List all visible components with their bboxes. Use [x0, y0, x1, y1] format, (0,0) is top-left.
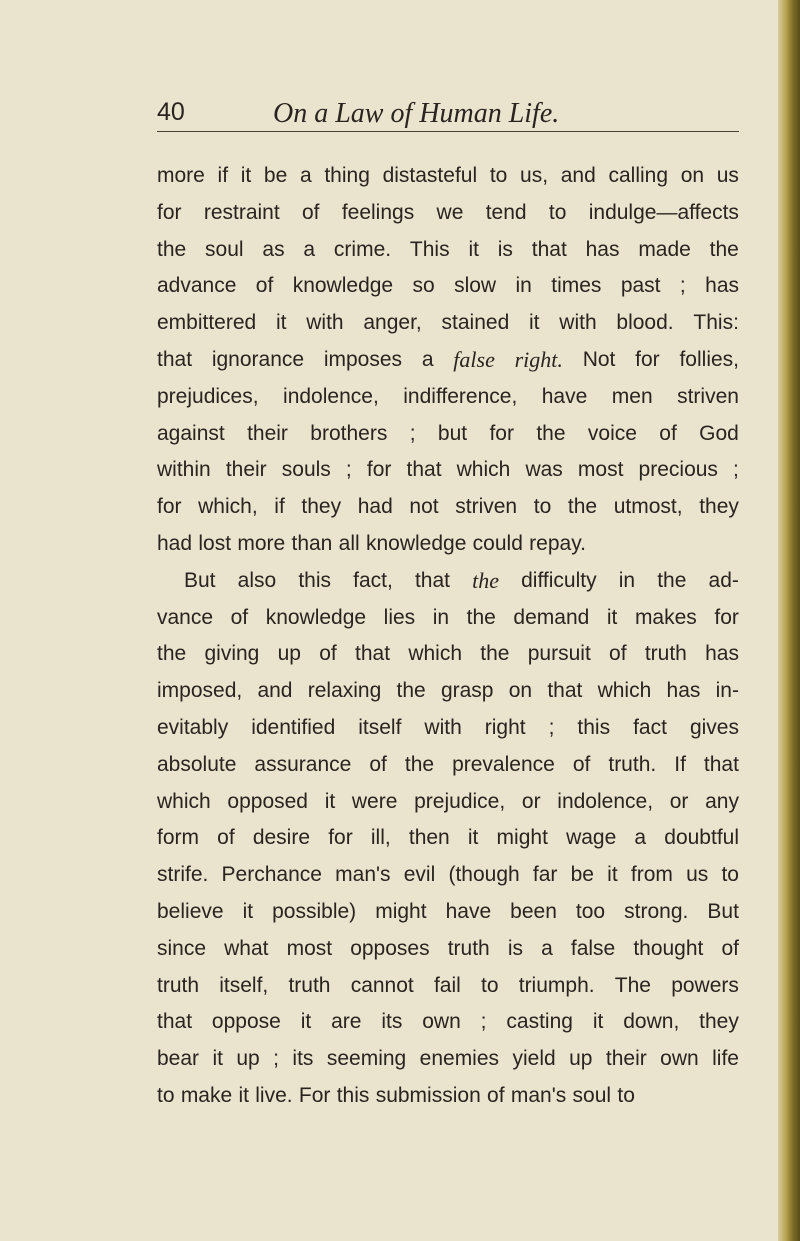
word: possible)	[272, 899, 357, 923]
word: prejudice,	[414, 789, 506, 813]
word: to	[617, 1083, 635, 1107]
word: most	[286, 936, 333, 960]
text-line	[157, 710, 739, 747]
word: restraint	[203, 200, 280, 224]
word: it	[529, 311, 540, 335]
word: evitably	[157, 715, 229, 739]
word: of	[302, 200, 320, 224]
word: that	[157, 347, 193, 371]
word: ;	[409, 421, 416, 445]
word: make	[180, 1083, 233, 1107]
word: down,	[623, 1010, 680, 1034]
word: it	[324, 789, 336, 813]
word: indolence,	[557, 789, 654, 813]
word: men	[611, 384, 653, 408]
word: has	[705, 274, 739, 298]
word: assurance	[254, 752, 352, 776]
word: as	[262, 237, 285, 261]
word: that	[414, 568, 450, 592]
italic-word: the	[472, 567, 499, 593]
text-line	[157, 1041, 739, 1078]
word: giving	[204, 642, 260, 666]
word: a	[634, 826, 647, 850]
word: of	[487, 1083, 505, 1107]
word: pursuit	[527, 642, 591, 666]
word: gives	[689, 715, 739, 739]
text-line	[157, 563, 739, 600]
word: on	[508, 679, 533, 703]
word: wage	[566, 826, 617, 850]
text-line	[157, 452, 739, 489]
word: in	[515, 274, 532, 298]
word: right	[484, 715, 526, 739]
word: souls	[281, 458, 331, 482]
word: strife.	[157, 863, 209, 887]
word: be	[570, 863, 594, 887]
word: which	[597, 679, 652, 703]
word: itself,	[219, 973, 269, 997]
word: that	[406, 458, 442, 482]
word: they	[301, 495, 342, 519]
word: of	[369, 752, 387, 776]
word: knowledge	[292, 274, 394, 298]
text-line	[157, 195, 739, 232]
word: the	[567, 495, 598, 519]
word: of	[319, 642, 337, 666]
word: has	[585, 237, 620, 261]
word: of	[217, 826, 235, 850]
word: ad-	[708, 568, 739, 592]
word: grasp	[440, 679, 494, 703]
word: all	[338, 531, 360, 555]
word: stained	[441, 311, 510, 335]
word: for	[366, 458, 392, 482]
word: enemies	[419, 1047, 500, 1071]
word: not	[409, 495, 439, 519]
word: it	[300, 1010, 312, 1034]
word: has	[666, 679, 701, 703]
word: striven	[455, 495, 518, 519]
word: up	[569, 1047, 593, 1071]
word: truth	[157, 973, 200, 997]
page-edge	[778, 0, 800, 1241]
word: to	[157, 1083, 175, 1107]
word: ill,	[370, 826, 391, 850]
word: times	[551, 274, 602, 298]
word: oppose	[211, 1010, 281, 1034]
word: the	[157, 642, 187, 666]
text-line	[157, 857, 739, 894]
word: up	[277, 642, 301, 666]
word: it	[468, 237, 479, 261]
word: believe	[157, 899, 224, 923]
word: to	[481, 973, 499, 997]
word: God	[699, 421, 739, 445]
word: in-	[715, 679, 739, 703]
word: The	[614, 973, 651, 997]
word: it	[606, 605, 618, 629]
word: for	[157, 200, 182, 224]
text-line	[157, 968, 739, 1005]
word: against	[157, 421, 225, 445]
running-title: On a Law of Human Life.	[273, 98, 560, 129]
word: calling	[608, 164, 669, 187]
word: on	[680, 164, 705, 187]
word: the	[396, 679, 426, 703]
word: repay.	[529, 531, 586, 555]
word: this	[298, 568, 331, 592]
word: form	[157, 826, 199, 850]
word: indifference,	[403, 384, 518, 408]
text-line	[157, 673, 739, 710]
word: more	[237, 531, 286, 555]
word: since	[157, 936, 207, 960]
word: ;	[679, 274, 686, 298]
word: man's	[335, 863, 391, 887]
word: that	[703, 752, 739, 776]
word: with	[424, 715, 462, 739]
word: of	[721, 936, 739, 960]
header-rule	[157, 131, 739, 132]
text-line	[157, 305, 739, 342]
text-line	[157, 747, 739, 784]
word: is	[507, 936, 523, 960]
text-line	[157, 379, 739, 416]
word: to	[533, 495, 552, 519]
italic-word: right.	[514, 346, 563, 372]
word: the	[157, 237, 187, 261]
word: live.	[255, 1083, 293, 1107]
text-line	[157, 489, 739, 526]
word: the	[480, 642, 510, 666]
word: or	[669, 789, 689, 813]
word: it	[242, 899, 254, 923]
word: evil	[403, 863, 436, 887]
word: this	[577, 715, 611, 739]
word: within	[157, 458, 211, 482]
word: feelings	[341, 200, 415, 224]
text-line	[157, 232, 739, 269]
word: absolute	[157, 752, 237, 776]
word: seeming	[326, 1047, 407, 1071]
word: which	[456, 458, 511, 482]
word: truth.	[608, 752, 657, 776]
word: might	[496, 826, 548, 850]
word: cannot	[350, 973, 414, 997]
word: false	[570, 936, 616, 960]
word: own	[422, 1010, 461, 1034]
word: indolence,	[283, 384, 379, 408]
word: more	[157, 164, 205, 187]
word: for	[635, 347, 660, 371]
word: it	[592, 1010, 604, 1034]
word: demand	[513, 605, 590, 629]
word: knowledge	[265, 605, 367, 629]
word: man's	[510, 1083, 567, 1107]
word: anger,	[363, 311, 422, 335]
text-line	[157, 820, 739, 857]
word: have	[445, 899, 492, 923]
word: desire	[252, 826, 311, 850]
word: for	[714, 605, 739, 629]
word: had	[357, 495, 393, 519]
word: own	[660, 1047, 699, 1071]
word: their	[605, 1047, 647, 1071]
word: ;	[548, 715, 555, 739]
text-line	[157, 158, 739, 195]
word: blood.	[616, 311, 674, 335]
word: triumph.	[518, 973, 595, 997]
word: their	[225, 458, 267, 482]
word: makes	[634, 605, 697, 629]
word: follies,	[679, 347, 739, 371]
word: it	[607, 863, 618, 887]
word: imposes	[323, 347, 403, 371]
word: we	[436, 200, 464, 224]
word: that	[547, 679, 583, 703]
word: brothers	[310, 421, 388, 445]
word: had	[157, 531, 193, 555]
word: imposed,	[157, 679, 243, 703]
word: then	[408, 826, 450, 850]
word: so	[412, 274, 435, 298]
word: thought	[633, 936, 704, 960]
text-line	[157, 416, 739, 453]
word: life	[712, 1047, 739, 1071]
text-line	[157, 636, 739, 673]
word: the	[709, 237, 739, 261]
word: if	[217, 164, 229, 187]
word: that	[355, 642, 391, 666]
word: truth	[644, 642, 687, 666]
word: in	[432, 605, 450, 629]
word: it	[238, 1083, 249, 1107]
word: it	[240, 164, 252, 187]
word: a	[541, 936, 553, 960]
word: casting	[506, 1010, 573, 1034]
word: made	[638, 237, 691, 261]
text-line	[157, 1004, 739, 1041]
word: lies	[383, 605, 416, 629]
word: advance	[157, 274, 237, 298]
word: past	[620, 274, 661, 298]
word: has	[705, 642, 739, 666]
word: and	[257, 679, 293, 703]
word: a	[299, 164, 312, 187]
word: difficulty	[521, 568, 597, 592]
word: but	[437, 421, 468, 445]
word: which	[408, 642, 463, 666]
word: its	[292, 1047, 314, 1071]
word: submission	[375, 1083, 481, 1107]
word: been	[510, 899, 557, 923]
word: lost	[198, 531, 232, 555]
word: it	[212, 1047, 223, 1071]
word: or	[521, 789, 541, 813]
word: might	[375, 899, 427, 923]
word: us	[716, 164, 739, 187]
word: with	[306, 311, 344, 335]
word: prejudices,	[157, 384, 259, 408]
word: utmost,	[613, 495, 683, 519]
word: opposes	[350, 936, 430, 960]
text-line	[157, 931, 739, 968]
word: tend	[485, 200, 527, 224]
word: yield	[512, 1047, 556, 1071]
word: are	[331, 1010, 362, 1034]
word: for	[328, 826, 353, 850]
word: If	[674, 752, 686, 776]
word: a	[303, 237, 316, 261]
text-line	[157, 600, 739, 637]
word: that	[157, 1010, 193, 1034]
word: For	[298, 1083, 331, 1107]
word: from	[630, 863, 673, 887]
word: is	[497, 237, 513, 261]
word: us,	[520, 164, 549, 187]
word: slow	[454, 274, 497, 298]
word: too	[575, 899, 606, 923]
word: of	[230, 605, 249, 629]
word: of	[255, 274, 274, 298]
word: This	[409, 237, 450, 261]
word: Not	[582, 347, 616, 371]
word: vance	[157, 605, 214, 629]
word: thing	[324, 164, 370, 187]
word: But	[184, 568, 216, 592]
word: it	[467, 826, 479, 850]
text-line	[157, 268, 739, 305]
text-line	[157, 526, 739, 563]
word: fail	[433, 973, 461, 997]
word: they	[699, 495, 739, 519]
word: a	[421, 347, 434, 371]
word: us	[686, 863, 709, 887]
word: of	[659, 421, 677, 445]
word: (though	[448, 863, 520, 887]
body-text	[157, 158, 739, 1115]
word: truth	[447, 936, 490, 960]
word: voice	[587, 421, 637, 445]
text-line	[157, 784, 739, 821]
word: fact	[633, 715, 667, 739]
word: to	[548, 200, 567, 224]
word: most	[577, 458, 624, 482]
word: This:	[693, 311, 739, 335]
word: what	[224, 936, 269, 960]
word: its	[381, 1010, 403, 1034]
word: Perchance	[221, 863, 322, 887]
word: the	[657, 568, 687, 592]
word: their	[247, 421, 288, 445]
text-line	[157, 342, 739, 379]
word: opposed	[227, 789, 308, 813]
word: it	[275, 311, 287, 335]
word: prevalence	[452, 752, 555, 776]
word: ;	[733, 458, 739, 482]
word: identified	[251, 715, 336, 739]
word: strong.	[624, 899, 689, 923]
word: striven	[677, 384, 739, 408]
word: of	[609, 642, 627, 666]
word: was	[525, 458, 563, 482]
word: for	[157, 495, 182, 519]
word: the	[404, 752, 435, 776]
word: the	[536, 421, 566, 445]
word: ;	[273, 1047, 279, 1071]
word: knowledge	[365, 531, 467, 555]
page-header	[157, 98, 740, 134]
word: fact,	[353, 568, 393, 592]
word: have	[541, 384, 588, 408]
word: the	[466, 605, 496, 629]
word: and	[560, 164, 596, 187]
page-number: 40	[157, 98, 185, 126]
word: ;	[345, 458, 352, 482]
word: were	[351, 789, 398, 813]
word: indulge—affects	[588, 200, 739, 224]
word: could	[472, 531, 523, 555]
word: embittered	[157, 311, 257, 335]
word: which,	[198, 495, 258, 519]
text-line	[157, 1078, 739, 1115]
word: for	[489, 421, 514, 445]
word: which	[157, 789, 211, 813]
italic-word: false	[453, 346, 495, 372]
word: itself	[358, 715, 402, 739]
text-line	[157, 894, 739, 931]
word: powers	[671, 973, 739, 997]
word: in	[618, 568, 636, 592]
word: relaxing	[307, 679, 382, 703]
word: if	[274, 495, 285, 519]
word: soul	[205, 237, 244, 261]
word: also	[237, 568, 277, 592]
word: they	[699, 1010, 739, 1034]
word: with	[559, 311, 597, 335]
word: to	[489, 164, 508, 187]
word: be	[263, 164, 288, 187]
word: up	[236, 1047, 260, 1071]
word: far	[532, 863, 558, 887]
word: any	[705, 789, 739, 813]
word: crime.	[333, 237, 392, 261]
word: doubtful	[664, 826, 739, 850]
word: bear	[157, 1047, 200, 1071]
word: ignorance	[211, 347, 305, 371]
word: truth	[288, 973, 331, 997]
word: But	[707, 899, 739, 923]
word: ;	[480, 1010, 487, 1034]
word: that	[531, 237, 567, 261]
word: of	[572, 752, 591, 776]
word: to	[721, 863, 739, 887]
word: distasteful	[382, 164, 478, 187]
word: soul	[572, 1083, 612, 1107]
word: precious	[638, 458, 718, 482]
word: this	[336, 1083, 370, 1107]
word: than	[291, 531, 333, 555]
